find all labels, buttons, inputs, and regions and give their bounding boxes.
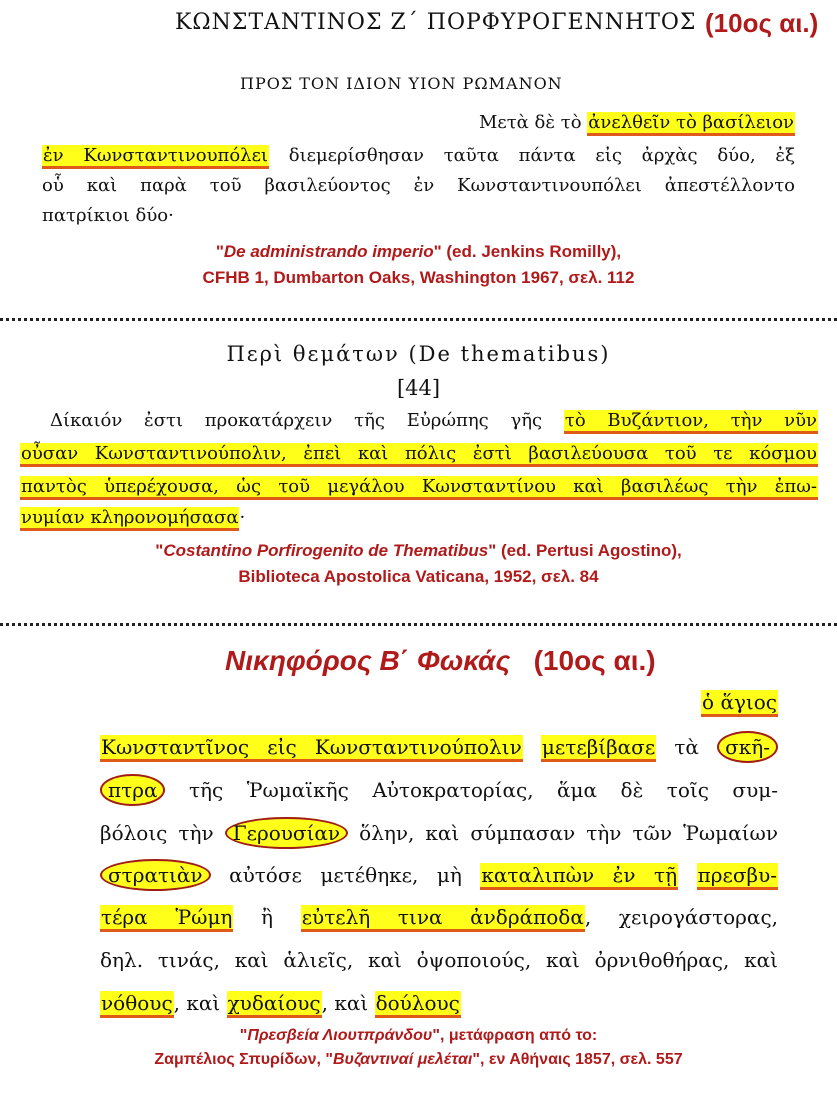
highlighted-text: ἐν Κωνσταντινουπόλει — [42, 145, 269, 169]
citation-rest: , μετάφραση από το: — [439, 1027, 598, 1044]
divider — [0, 318, 837, 321]
text-segment: Δίκαιόν ἐστι προκατάρχειν τῆς Εὐρώπης γῆς — [50, 410, 564, 431]
text-line — [100, 863, 778, 887]
text-segment: ἢ — [233, 905, 301, 929]
highlighted-text: μετεβίβασε — [541, 735, 656, 762]
section3-century: (10ος αι.) — [533, 645, 656, 676]
circled-highlight: σκῆ- — [717, 731, 778, 763]
section2-citation: "Costantino Porfirogenito de Thematibus" (ed. Pertusi Agostino), — [155, 541, 682, 560]
highlighted-text: Κωνσταντῖνος εἰς Κωνσταντινούπολιν — [100, 735, 523, 762]
section2-title: Περὶ θεμάτων (De thematibus) — [226, 342, 611, 366]
text-line — [100, 821, 778, 845]
citation-author: Ζαμπέλιος Σπυρίδων, " — [154, 1051, 333, 1068]
citation-work: Βυζαντιναί μελέται — [332, 1051, 473, 1068]
highlighted-text: καταλιπὼν ἐν τῇ — [480, 863, 678, 890]
section1-citation: "De administrando imperio" (ed. Jenkins Romilly), — [215, 242, 622, 261]
section3-citation: "Πρεσβεία Λιουτπράνδου", μετάφραση από το: — [239, 1027, 598, 1044]
section3-heading — [225, 645, 656, 677]
highlighted-text: οὖσαν Κωνσταντινούπολιν, ἐπεὶ καὶ πόλις ἐστὶ βασιλεύουσα τοῦ τε κόσμου — [20, 443, 818, 467]
section1-subtitle: ΠΡΟΣ ΤΟΝ ΙΔΙΟΝ ΥΙΟΝ ΡΩΜΑΝΟΝ — [240, 74, 563, 93]
section1-century: (10ος αι.) — [705, 8, 819, 38]
section3-title: Νικηφόρος Β΄ Φωκάς — [225, 645, 511, 676]
text-line — [20, 507, 818, 528]
text-line — [100, 778, 778, 802]
highlighted-text: εὐτελῆ τινα ἀνδράποδα — [301, 905, 585, 932]
text-line — [50, 410, 818, 431]
text-segment: βόλοις τὴν — [100, 821, 225, 845]
citation-title: Costantino Porfirogenito de Thematibus — [163, 541, 489, 560]
text-segment: διεμερίσθησαν ταῦτα πάντα εἰς ἀρχὰς δύο, ἐξ — [268, 145, 795, 166]
section2-citation-line2: Biblioteca Apostolica Vaticana, 1952, σελ. 84 — [238, 567, 599, 586]
text-line — [20, 443, 818, 464]
highlighted-text: νόθους — [100, 991, 174, 1018]
highlighted-text: πρεσβυ- — [697, 863, 778, 890]
text-segment: οὗ καὶ παρὰ τοῦ βασιλεύοντος ἐν Κωνσταντινουπόλει ἀπεστέλλοντο — [42, 175, 795, 196]
text-line — [100, 991, 778, 1015]
text-segment — [523, 735, 541, 759]
citation-title: Πρεσβεία Λιουτπράνδου — [247, 1027, 433, 1044]
section3-citation-line2 — [0, 1051, 837, 1069]
text-segment: πατρίκιοι δύο· — [42, 205, 174, 226]
text-segment: , χειρογάστορας, — [584, 905, 778, 929]
section1-title: ΚΩΝΣΤΑΝΤΙΝΟΣ Ζ΄ ΠΟΡΦΥΡΟΓΕΝΝΗΤΟΣ — [175, 10, 697, 35]
text-segment: αὐτόσε μετέθηκε, μὴ — [210, 863, 481, 887]
citation-rest: (ed. Pertusi Agostino), — [496, 541, 682, 560]
text-segment: ὅλην, καὶ σύμπασαν τὴν τῶν Ῥωμαίων — [348, 821, 778, 845]
citation-details: ", εν Αθήναις 1857, σελ. 557 — [472, 1051, 683, 1068]
circled-highlight: πτρα — [100, 774, 165, 806]
text-line — [100, 948, 778, 972]
text-line — [100, 690, 778, 714]
text-line — [42, 175, 795, 196]
text-segment: , καὶ — [173, 991, 227, 1015]
circled-highlight: Γερουσίαν — [225, 817, 348, 849]
text-segment — [678, 863, 697, 887]
text-segment: · — [239, 507, 246, 528]
text-line — [42, 112, 795, 133]
section1-citation-line2: CFHB 1, Dumbarton Oaks, Washington 1967, σελ. 112 — [202, 268, 635, 287]
divider — [0, 623, 837, 626]
text-segment: δηλ. τινάς, καὶ ἁλιεῖς, καὶ ὀψοποιούς, καὶ ὀρνιθοθήρας, καὶ — [100, 948, 778, 972]
text-line — [100, 735, 778, 759]
citation-title: De administrando imperio — [223, 242, 434, 261]
highlighted-text: τέρα Ῥώμη — [100, 905, 233, 932]
text-line — [100, 905, 778, 929]
text-segment: Μετὰ δὲ τὸ — [478, 112, 588, 133]
highlighted-text: χυδαίους — [227, 991, 322, 1018]
highlighted-text: ἀνελθεῖν τὸ βασίλειον — [587, 112, 795, 136]
text-segment: τὰ — [656, 735, 718, 759]
highlighted-text: τὸ Βυζάντιον, τὴν νῦν — [564, 410, 818, 434]
text-segment: , καὶ — [321, 991, 375, 1015]
citation-rest: (ed. Jenkins Romilly), — [441, 242, 622, 261]
highlighted-text: νυμίαν κληρονομήσασα — [20, 507, 239, 531]
highlighted-text: ὁ ἅγιος — [701, 690, 778, 717]
text-line — [42, 145, 795, 166]
text-line — [20, 476, 818, 497]
highlighted-text: δούλους — [375, 991, 461, 1018]
text-segment: τῆς Ῥωμαϊκῆς Αὐτοκρατορίας, ἅμα δὲ τοῖς συμ- — [165, 778, 778, 802]
text-line — [42, 205, 795, 226]
circled-highlight: στρατιὰν — [100, 859, 211, 891]
section2-number: [44] — [396, 376, 441, 400]
highlighted-text: παντὸς ὑπερέχουσα, ὡς τοῦ μεγάλου Κωνσταντίνου καὶ βασιλέως τὴν ἐπω- — [20, 476, 818, 500]
